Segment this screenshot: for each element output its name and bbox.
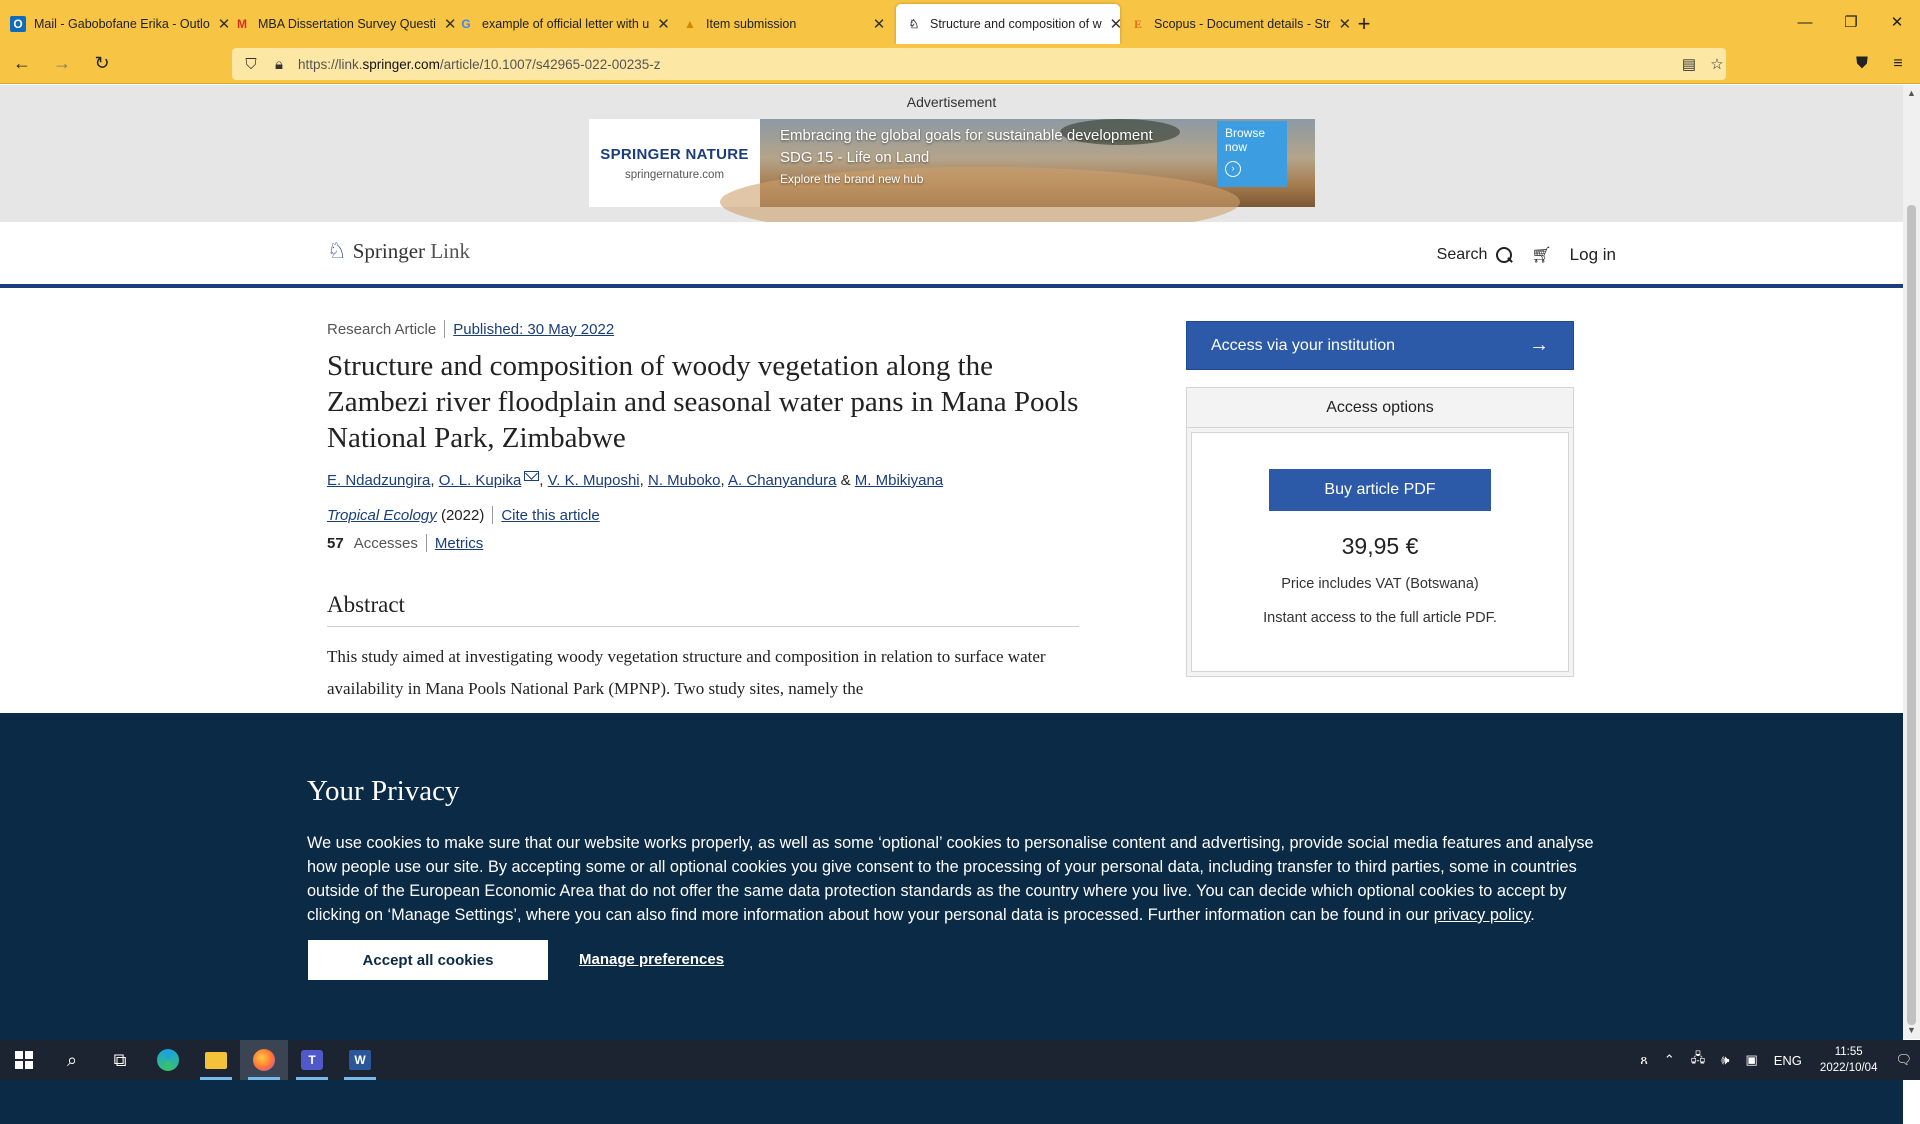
clock-date: 2022/10/04 (1819, 1062, 1878, 1074)
clock[interactable] (1810, 1044, 1888, 1076)
article-type: Research Article (327, 320, 437, 338)
close-tab-icon[interactable]: ✕ (1338, 16, 1352, 33)
scroll-up-icon[interactable]: ▲ (1907, 88, 1916, 98)
scrollbar-thumb[interactable] (1907, 205, 1916, 1025)
close-window-icon[interactable]: ✕ (1890, 14, 1904, 31)
accesses-label: Accesses (353, 534, 418, 552)
search-label: Search (1436, 246, 1488, 263)
action-center-icon[interactable]: 🗨︎ (1895, 1052, 1912, 1067)
tab-strip (0, 0, 1920, 44)
forward-icon[interactable]: → (53, 53, 71, 73)
menu-icon[interactable]: ≡ (1893, 55, 1903, 72)
abstract-text: This study aimed at investigating woody vegetation structure and composition in relation to surface water availability in Mana Pools National Park (MPNP). Two study sites, namely the (327, 647, 1046, 698)
tab-title: example of official letter with u (482, 17, 650, 31)
windows-taskbar (0, 1040, 1920, 1080)
privacy-policy-link[interactable]: privacy policy (1433, 906, 1531, 924)
author-link[interactable]: M. Mbikiyana (854, 472, 944, 489)
tab-title: Structure and composition of w (930, 17, 1102, 31)
site-header (0, 222, 1903, 288)
gmail-icon: M (237, 17, 247, 31)
access-options-box (1186, 387, 1574, 677)
author-link[interactable]: O. L. Kupika (438, 472, 522, 489)
access-options-heading: Access options (1187, 388, 1573, 428)
notification-app-icon[interactable]: ▣ (1745, 1052, 1758, 1067)
manage-preferences-button[interactable]: Manage preferences (579, 951, 725, 968)
cookie-text (307, 831, 1607, 927)
search-icon (1495, 246, 1513, 264)
cookie-text-end: . (1530, 906, 1535, 924)
tab-outlook[interactable] (0, 4, 231, 44)
article-metrics (327, 534, 1079, 552)
author-link[interactable]: E. Ndadzungira (327, 472, 431, 489)
ad-browse-button[interactable] (1217, 121, 1287, 187)
tab-scopus[interactable] (1120, 4, 1352, 44)
ad-brand-a: SPRINGER (600, 145, 682, 163)
access-sidebar (1186, 321, 1574, 677)
reader-view-icon[interactable]: ▤ (1681, 56, 1697, 73)
article-title: Structure and composition of woody vegetation along the Zambezi river floodplain and seasonal water pans in Mana Pools National Park, Zimbabwe (327, 350, 1079, 454)
ad-tagline: Explore the brand new hub (780, 172, 924, 186)
new-tab-button[interactable]: + (1357, 11, 1371, 36)
pocket-icon[interactable]: ⛊ (1855, 55, 1868, 72)
abstract-heading: Abstract (327, 592, 1079, 627)
scroll-down-icon[interactable]: ▼ (1907, 1025, 1916, 1035)
article-main (327, 320, 1079, 705)
task-view-icon[interactable]: ⧉ (113, 1049, 127, 1070)
ad-headline: Embracing the global goals for sustainable development (780, 127, 1153, 144)
accept-all-cookies-button[interactable]: Accept all cookies (308, 940, 548, 980)
volume-icon[interactable]: 🕪︎ (1721, 1052, 1730, 1067)
accesses-count: 57 (327, 534, 344, 552)
institution-access-button[interactable] (1186, 321, 1574, 370)
url-text[interactable] (298, 57, 1670, 72)
lock-icon[interactable]: 🔒︎ (275, 55, 283, 73)
arrow-circle-icon: › (1225, 161, 1241, 177)
people-icon[interactable]: ጸ (1640, 1052, 1648, 1067)
vertical-scrollbar[interactable] (1903, 85, 1920, 1039)
tab-title: Mail - Gabobofane Erika - Outlo (34, 17, 210, 31)
tab-springer-article[interactable] (896, 4, 1123, 44)
page-viewport (0, 85, 1903, 1039)
divider (426, 534, 427, 552)
instant-access-note: Instant access to the full article PDF. (1263, 610, 1497, 626)
scopus-icon: E (1133, 16, 1142, 31)
close-tab-icon[interactable]: ✕ (217, 16, 231, 33)
institution-access-label: Access via your institution (1211, 336, 1396, 354)
chevron-up-icon[interactable]: ⌃ (1663, 1052, 1675, 1067)
article-meta (327, 320, 1079, 338)
author-link[interactable]: A. Chanyandura (728, 472, 837, 489)
author-link[interactable]: N. Muboko (647, 472, 721, 489)
tab-google-search[interactable] (448, 4, 672, 44)
tab-mba-survey[interactable] (224, 4, 457, 44)
springer-link-logo[interactable] (327, 238, 470, 264)
clock-time: 11:55 (1834, 1046, 1863, 1058)
buy-article-panel (1191, 432, 1569, 672)
teams-icon[interactable]: T (288, 1040, 336, 1080)
navigation-bar (0, 44, 1920, 84)
url-path: /article/10.1007/s42965-022-00235-z (439, 56, 661, 72)
advertisement-label: Advertisement (906, 94, 997, 110)
windows-logo-icon (15, 1051, 33, 1069)
ad-cta-label: Browse now (1225, 126, 1266, 154)
tab-title: Scopus - Document details - Str (1154, 17, 1331, 31)
buy-article-button[interactable]: Buy article PDF (1269, 469, 1491, 511)
cookie-body: We use cookies to make sure that our website works properly, as well as some ‘optional’ cookies to personalise content and advertising, provide social media features and analyse how people use our site. By accepting some or all optional cookies you give consent to the processing of your personal data, including transfer to third parties, some in countries outside of the European Economic Area that do not offer the same data protection standards as the country where you live. You can decide which optional cookies to accept by clicking on ‘Manage Settings’, where you can also find more information about how your personal data is processed. Further information can be found in our (307, 834, 1594, 924)
search-icon[interactable]: ⌕ (66, 1049, 78, 1070)
close-tab-icon[interactable]: ✕ (657, 16, 670, 33)
network-icon[interactable]: 🖧︎ (1690, 1050, 1706, 1065)
cart-icon[interactable]: 🛒︎ (1531, 247, 1552, 264)
edge-icon[interactable] (144, 1040, 192, 1080)
springer-horse-icon: ♘ (327, 238, 347, 263)
header-actions (1437, 245, 1616, 265)
shield-icon[interactable]: ⛉ (245, 55, 257, 73)
journal-line (327, 506, 1079, 524)
cookie-heading: Your Privacy (307, 775, 460, 807)
author-link[interactable]: V. K. Muposhi (547, 472, 640, 489)
tab-title: MBA Dissertation Survey Questi (258, 17, 436, 31)
logo-text (353, 239, 470, 264)
author-list: E. Ndadzungira, O. L. Kupika , V. K. Muposhi, N. Muboko, A. Chanyandura & M. Mbikiyana (327, 472, 944, 489)
window-controls (1782, 0, 1920, 44)
tab-title: Item submission (706, 17, 797, 31)
url-prefix: https://link. (298, 56, 363, 72)
cite-article-link[interactable]: Cite this article (501, 506, 600, 524)
minimize-icon[interactable]: — (1797, 13, 1813, 31)
advertisement-band (0, 85, 1903, 222)
email-icon[interactable] (524, 471, 539, 481)
tab-item-submission[interactable] (672, 4, 896, 44)
system-tray (1632, 1040, 1920, 1080)
close-tab-icon[interactable]: ✕ (872, 16, 886, 33)
back-icon[interactable]: ← (13, 53, 31, 73)
bookmark-star-icon[interactable]: ☆ (1710, 56, 1724, 73)
login-link[interactable]: Log in (1569, 245, 1616, 264)
close-tab-icon[interactable]: ✕ (1109, 16, 1123, 33)
google-icon: G (461, 17, 471, 31)
ad-site: springernature.com (624, 168, 725, 181)
ad-subheadline: SDG 15 - Life on Land (780, 149, 930, 166)
journal-year: (2022) (440, 506, 485, 524)
ad-brand-b: NATURE (685, 145, 749, 163)
close-tab-icon[interactable]: ✕ (443, 16, 457, 33)
metrics-link[interactable]: Metrics (434, 534, 484, 552)
advertisement-banner[interactable] (589, 119, 1315, 207)
url-domain: springer.com (362, 56, 440, 72)
file-explorer-icon[interactable] (192, 1040, 240, 1080)
ad-brand-logo (600, 146, 748, 163)
start-button[interactable] (0, 1040, 48, 1080)
outlook-icon: O (10, 16, 26, 32)
arrow-right-icon: → (1529, 334, 1549, 356)
journal-link[interactable]: Tropical Ecology (327, 506, 437, 524)
ad-photo (760, 119, 1315, 207)
address-bar[interactable] (232, 48, 1726, 80)
language-indicator[interactable]: ENG (1773, 1052, 1802, 1068)
article-price: 39,95 € (1341, 533, 1419, 559)
search-button[interactable] (1437, 246, 1514, 264)
item-submission-icon: ▲ (684, 17, 696, 31)
published-date-link[interactable]: Published: 30 May 2022 (453, 320, 615, 338)
restore-icon[interactable]: ❐ (1844, 14, 1858, 31)
springer-icon: ♘ (908, 17, 920, 31)
logo-text-a: Springer (352, 238, 426, 263)
logo-text-b: Link (430, 238, 470, 263)
firefox-icon[interactable] (240, 1040, 288, 1080)
word-icon[interactable]: W (336, 1040, 384, 1080)
reload-icon[interactable]: ↻ (94, 53, 110, 73)
vat-note: Price includes VAT (Botswana) (1281, 576, 1479, 592)
divider (492, 506, 493, 524)
divider (444, 320, 445, 338)
